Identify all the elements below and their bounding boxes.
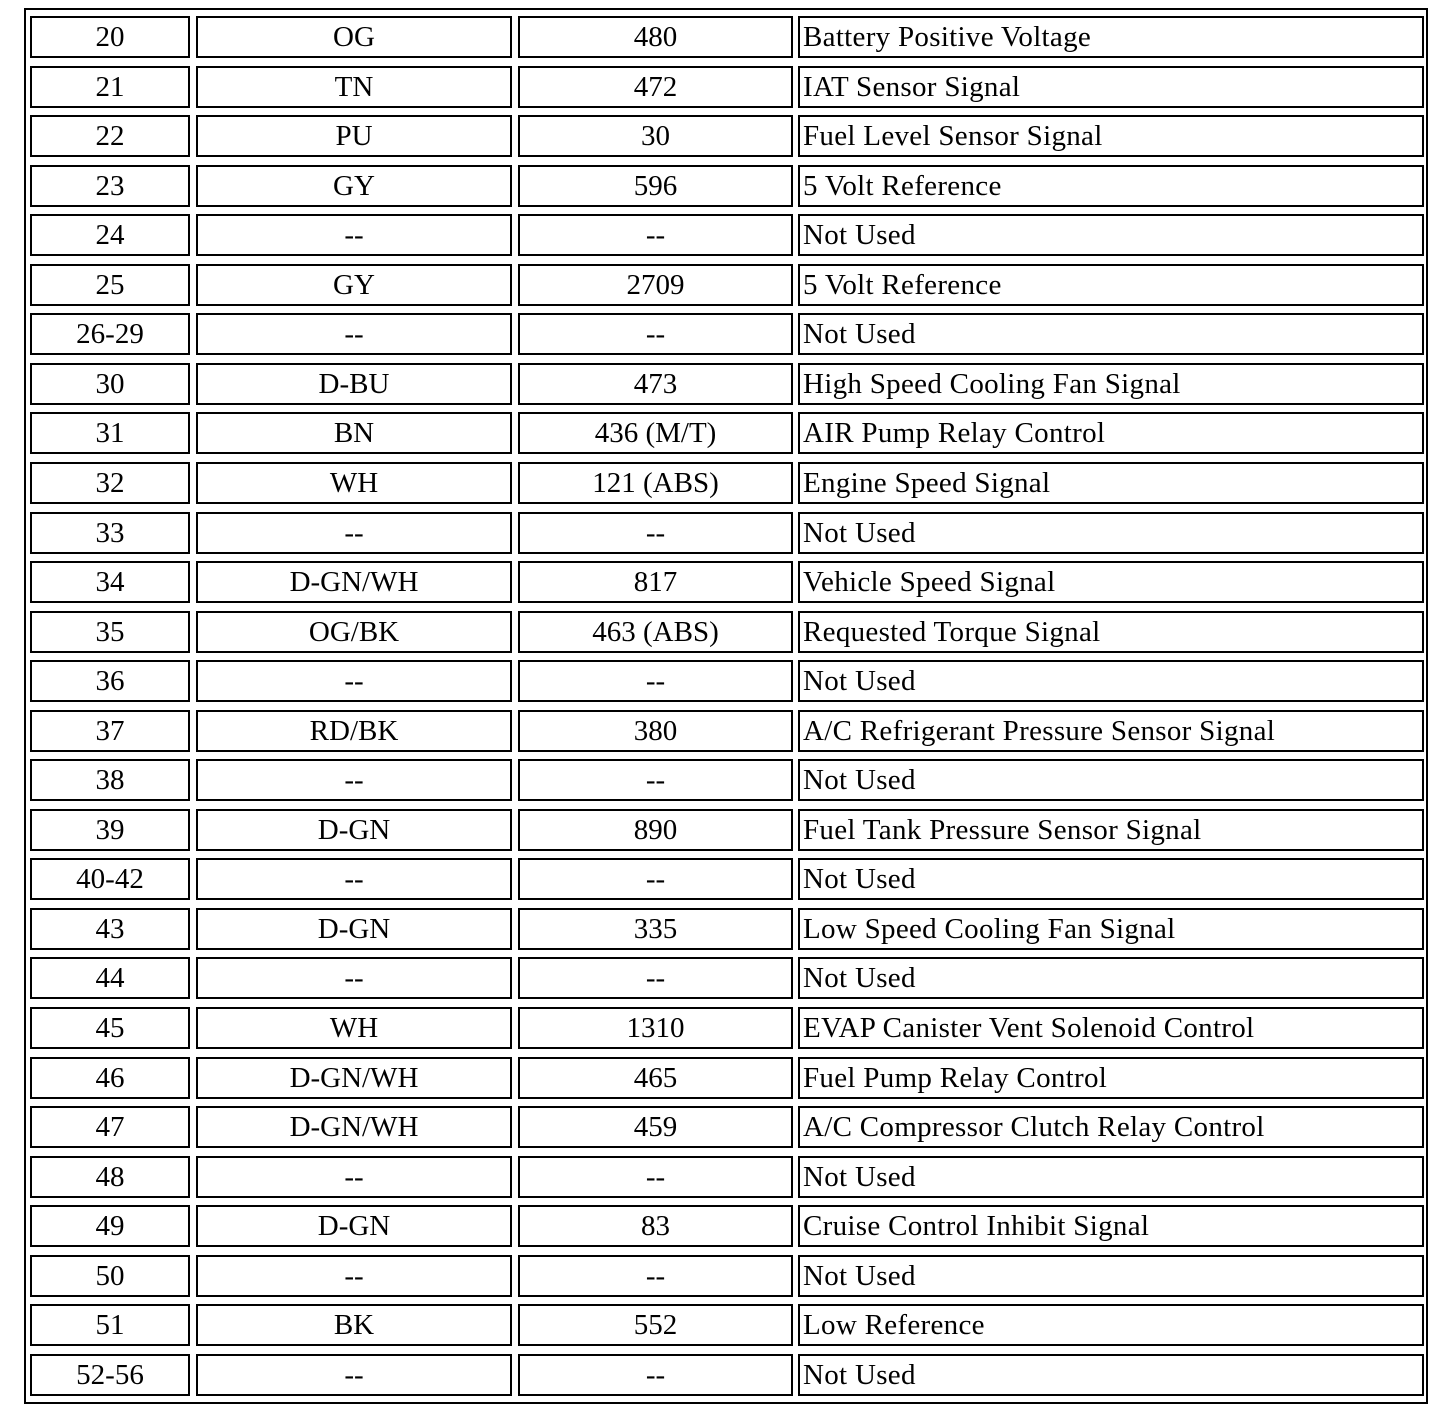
circuit-number-cell: -- bbox=[518, 313, 793, 355]
circuit-number-cell: -- bbox=[518, 1255, 793, 1297]
pin-cell: 31 bbox=[30, 412, 190, 454]
connector-pinout-table bbox=[24, 8, 1428, 1404]
pin-cell: 23 bbox=[30, 165, 190, 207]
function-cell: Low Speed Cooling Fan Signal bbox=[798, 908, 1424, 950]
table-row bbox=[30, 809, 1422, 854]
wire-color-cell: GY bbox=[196, 165, 512, 207]
table-body bbox=[30, 16, 1422, 1398]
circuit-number-cell: 465 bbox=[518, 1057, 793, 1099]
circuit-number-cell: 2709 bbox=[518, 264, 793, 306]
table-row bbox=[30, 957, 1422, 1002]
wire-color-cell: OG bbox=[196, 16, 512, 58]
circuit-number-cell: -- bbox=[518, 1156, 793, 1198]
function-cell: AIR Pump Relay Control bbox=[798, 412, 1424, 454]
function-cell: IAT Sensor Signal bbox=[798, 66, 1424, 108]
pin-cell: 30 bbox=[30, 363, 190, 405]
circuit-number-cell: 473 bbox=[518, 363, 793, 405]
circuit-number-cell: -- bbox=[518, 512, 793, 554]
function-cell: Low Reference bbox=[798, 1304, 1424, 1346]
function-cell: Not Used bbox=[798, 858, 1424, 900]
circuit-number-cell: 472 bbox=[518, 66, 793, 108]
table-row bbox=[30, 1106, 1422, 1151]
function-cell: Not Used bbox=[798, 957, 1424, 999]
circuit-number-cell: 380 bbox=[518, 710, 793, 752]
wire-color-cell: -- bbox=[196, 1255, 512, 1297]
circuit-number-cell: -- bbox=[518, 214, 793, 256]
wire-color-cell: PU bbox=[196, 115, 512, 157]
wire-color-cell: D-GN bbox=[196, 1205, 512, 1247]
function-cell: Not Used bbox=[798, 313, 1424, 355]
function-cell: A/C Refrigerant Pressure Sensor Signal bbox=[798, 710, 1424, 752]
table-row bbox=[30, 1205, 1422, 1250]
wire-color-cell: -- bbox=[196, 759, 512, 801]
wire-color-cell: D-GN/WH bbox=[196, 1057, 512, 1099]
pin-cell: 49 bbox=[30, 1205, 190, 1247]
table-row bbox=[30, 759, 1422, 804]
function-cell: Not Used bbox=[798, 1354, 1424, 1396]
table-row bbox=[30, 660, 1422, 705]
function-cell: Not Used bbox=[798, 660, 1424, 702]
table-row bbox=[30, 1304, 1422, 1349]
pin-cell: 48 bbox=[30, 1156, 190, 1198]
wire-color-cell: GY bbox=[196, 264, 512, 306]
pin-cell: 22 bbox=[30, 115, 190, 157]
circuit-number-cell: -- bbox=[518, 858, 793, 900]
circuit-number-cell: 335 bbox=[518, 908, 793, 950]
pin-cell: 36 bbox=[30, 660, 190, 702]
function-cell: 5 Volt Reference bbox=[798, 165, 1424, 207]
function-cell: Fuel Pump Relay Control bbox=[798, 1057, 1424, 1099]
wire-color-cell: WH bbox=[196, 1007, 512, 1049]
pin-cell: 52-56 bbox=[30, 1354, 190, 1396]
circuit-number-cell: 436 (M/T) bbox=[518, 412, 793, 454]
circuit-number-cell: 480 bbox=[518, 16, 793, 58]
wire-color-cell: -- bbox=[196, 1354, 512, 1396]
circuit-number-cell: -- bbox=[518, 957, 793, 999]
wire-color-cell: D-GN/WH bbox=[196, 1106, 512, 1148]
pin-cell: 35 bbox=[30, 611, 190, 653]
pin-cell: 51 bbox=[30, 1304, 190, 1346]
function-cell: Not Used bbox=[798, 214, 1424, 256]
table-row bbox=[30, 264, 1422, 309]
wire-color-cell: -- bbox=[196, 858, 512, 900]
pin-cell: 21 bbox=[30, 66, 190, 108]
pin-cell: 33 bbox=[30, 512, 190, 554]
circuit-number-cell: 121 (ABS) bbox=[518, 462, 793, 504]
pin-cell: 40-42 bbox=[30, 858, 190, 900]
pin-cell: 47 bbox=[30, 1106, 190, 1148]
function-cell: A/C Compressor Clutch Relay Control bbox=[798, 1106, 1424, 1148]
table-row bbox=[30, 512, 1422, 557]
table-row bbox=[30, 462, 1422, 507]
function-cell: Not Used bbox=[798, 1156, 1424, 1198]
function-cell: Fuel Tank Pressure Sensor Signal bbox=[798, 809, 1424, 851]
pin-cell: 34 bbox=[30, 561, 190, 603]
circuit-number-cell: 30 bbox=[518, 115, 793, 157]
pin-cell: 32 bbox=[30, 462, 190, 504]
wire-color-cell: D-GN bbox=[196, 809, 512, 851]
table-row bbox=[30, 1156, 1422, 1201]
wire-color-cell: -- bbox=[196, 1156, 512, 1198]
wire-color-cell: BN bbox=[196, 412, 512, 454]
wire-color-cell: D-GN bbox=[196, 908, 512, 950]
pin-cell: 37 bbox=[30, 710, 190, 752]
wire-color-cell: -- bbox=[196, 957, 512, 999]
wire-color-cell: WH bbox=[196, 462, 512, 504]
wire-color-cell: BK bbox=[196, 1304, 512, 1346]
function-cell: Engine Speed Signal bbox=[798, 462, 1424, 504]
table-row bbox=[30, 858, 1422, 903]
table-row bbox=[30, 165, 1422, 210]
function-cell: Cruise Control Inhibit Signal bbox=[798, 1205, 1424, 1247]
pin-cell: 43 bbox=[30, 908, 190, 950]
pin-cell: 39 bbox=[30, 809, 190, 851]
pin-cell: 20 bbox=[30, 16, 190, 58]
pin-cell: 50 bbox=[30, 1255, 190, 1297]
pin-cell: 26-29 bbox=[30, 313, 190, 355]
function-cell: Not Used bbox=[798, 1255, 1424, 1297]
circuit-number-cell: 596 bbox=[518, 165, 793, 207]
pin-cell: 46 bbox=[30, 1057, 190, 1099]
circuit-number-cell: -- bbox=[518, 660, 793, 702]
pin-cell: 45 bbox=[30, 1007, 190, 1049]
circuit-number-cell: 459 bbox=[518, 1106, 793, 1148]
function-cell: Fuel Level Sensor Signal bbox=[798, 115, 1424, 157]
table-row bbox=[30, 611, 1422, 656]
wire-color-cell: RD/BK bbox=[196, 710, 512, 752]
circuit-number-cell: 817 bbox=[518, 561, 793, 603]
function-cell: Vehicle Speed Signal bbox=[798, 561, 1424, 603]
function-cell: High Speed Cooling Fan Signal bbox=[798, 363, 1424, 405]
function-cell: EVAP Canister Vent Solenoid Control bbox=[798, 1007, 1424, 1049]
table-row bbox=[30, 710, 1422, 755]
circuit-number-cell: 463 (ABS) bbox=[518, 611, 793, 653]
table-row bbox=[30, 1354, 1422, 1399]
table-row bbox=[30, 363, 1422, 408]
circuit-number-cell: 890 bbox=[518, 809, 793, 851]
wire-color-cell: -- bbox=[196, 660, 512, 702]
table-row bbox=[30, 908, 1422, 953]
function-cell: Requested Torque Signal bbox=[798, 611, 1424, 653]
table-row bbox=[30, 561, 1422, 606]
function-cell: Not Used bbox=[798, 512, 1424, 554]
table-row bbox=[30, 214, 1422, 259]
wire-color-cell: -- bbox=[196, 214, 512, 256]
pin-cell: 24 bbox=[30, 214, 190, 256]
table-row bbox=[30, 115, 1422, 160]
circuit-number-cell: 1310 bbox=[518, 1007, 793, 1049]
wire-color-cell: -- bbox=[196, 313, 512, 355]
pin-cell: 25 bbox=[30, 264, 190, 306]
table-row bbox=[30, 16, 1422, 61]
circuit-number-cell: 83 bbox=[518, 1205, 793, 1247]
pin-cell: 44 bbox=[30, 957, 190, 999]
circuit-number-cell: -- bbox=[518, 759, 793, 801]
function-cell: Not Used bbox=[798, 759, 1424, 801]
table-row bbox=[30, 1007, 1422, 1052]
wire-color-cell: D-BU bbox=[196, 363, 512, 405]
table-row bbox=[30, 66, 1422, 111]
wire-color-cell: -- bbox=[196, 512, 512, 554]
circuit-number-cell: -- bbox=[518, 1354, 793, 1396]
table-row bbox=[30, 313, 1422, 358]
wire-color-cell: D-GN/WH bbox=[196, 561, 512, 603]
function-cell: 5 Volt Reference bbox=[798, 264, 1424, 306]
wire-color-cell: OG/BK bbox=[196, 611, 512, 653]
circuit-number-cell: 552 bbox=[518, 1304, 793, 1346]
table-row bbox=[30, 1057, 1422, 1102]
pin-cell: 38 bbox=[30, 759, 190, 801]
table-row bbox=[30, 412, 1422, 457]
table-row bbox=[30, 1255, 1422, 1300]
function-cell: Battery Positive Voltage bbox=[798, 16, 1424, 58]
wire-color-cell: TN bbox=[196, 66, 512, 108]
